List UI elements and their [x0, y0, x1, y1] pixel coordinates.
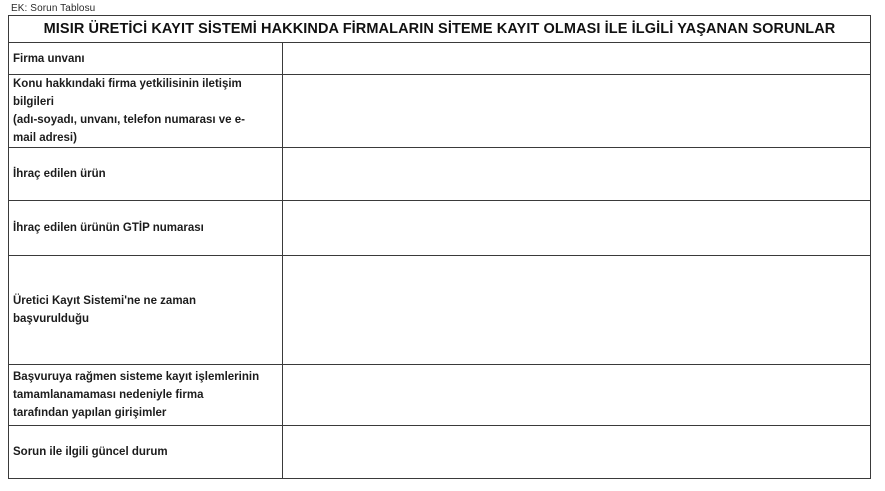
- table-row: [9, 43, 871, 75]
- table-row: [9, 426, 871, 479]
- row-value-contact-info[interactable]: [283, 75, 871, 148]
- row-label-firm-title: [9, 43, 283, 75]
- row-label-attempts: [9, 365, 283, 426]
- row-label-application-date: [9, 256, 283, 365]
- caption: EK: Sorun Tablosu: [11, 3, 96, 14]
- row-label-gtip-number: [9, 201, 283, 256]
- label-line: Sorun ile ilgili güncel durum: [13, 446, 168, 458]
- label-line: (adı-soyadı, unvanı, telefon numarası ve e-: [13, 114, 245, 126]
- label-line: bilgileri: [13, 96, 54, 108]
- title-row: [9, 16, 871, 43]
- label-line: tarafından yapılan girişimler: [13, 407, 167, 419]
- row-value-current-status[interactable]: [283, 426, 871, 479]
- label-line: Firma unvanı: [13, 52, 85, 65]
- label-line: Konu hakkındaki firma yetkilisinin iletişim: [13, 78, 242, 90]
- row-value-firm-title[interactable]: [283, 43, 871, 75]
- label-line: İhraç edilen ürün: [13, 168, 106, 180]
- row-value-attempts[interactable]: [283, 365, 871, 426]
- table-row: [9, 365, 871, 426]
- row-label-current-status: [9, 426, 283, 479]
- row-value-gtip-number[interactable]: [283, 201, 871, 256]
- table-row: [9, 256, 871, 365]
- row-label-contact-info: [9, 75, 283, 148]
- problem-table: [8, 15, 871, 479]
- label-line: Üretici Kayıt Sistemi'ne ne zaman: [13, 295, 196, 307]
- label-line: mail adresi): [13, 132, 77, 144]
- row-value-application-date[interactable]: [283, 256, 871, 365]
- table-title: MISIR ÜRETİCİ KAYIT SİSTEMİ HAKKINDA FİRMALARIN SİTEME KAYIT OLMASI İLE İLGİLİ YAŞANAN SORUNLAR: [9, 16, 871, 43]
- table-row: [9, 75, 871, 148]
- label-line: başvurulduğu: [13, 313, 90, 325]
- table-row: [9, 201, 871, 256]
- row-value-exported-product[interactable]: [283, 148, 871, 201]
- label-line: tamamlanamaması nedeniyle firma: [13, 389, 204, 401]
- table-row: [9, 148, 871, 201]
- row-label-exported-product: [9, 148, 283, 201]
- label-line: Başvuruya rağmen sisteme kayıt işlemlerinin: [13, 371, 260, 383]
- label-line: İhraç edilen ürünün GTİP numarası: [13, 222, 204, 234]
